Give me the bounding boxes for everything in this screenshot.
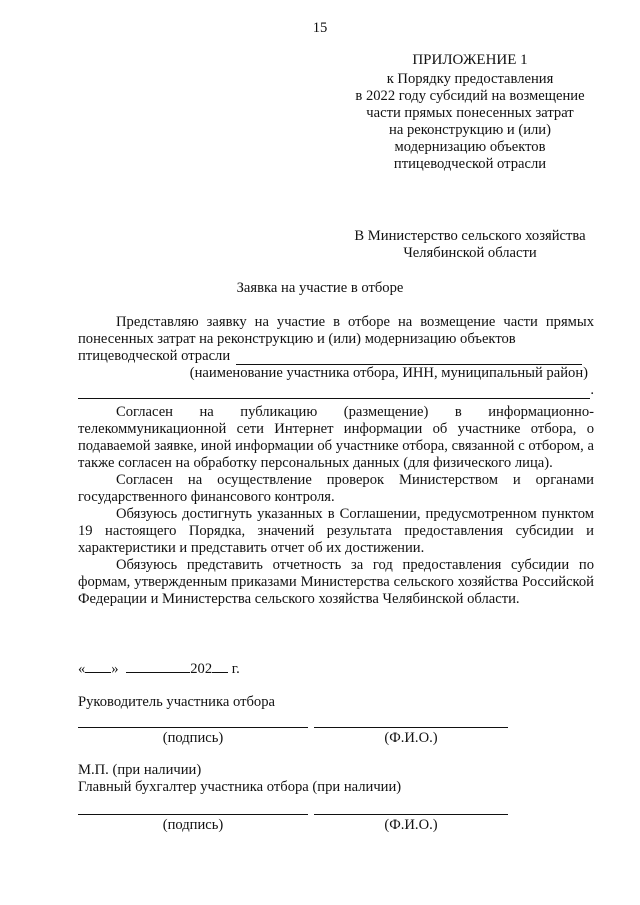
month-field[interactable] — [126, 660, 190, 673]
page-number: 15 — [312, 20, 328, 36]
addressee-block — [330, 228, 610, 262]
accountant-label: Главный бухгалтер участника отбора (при наличии) — [78, 779, 402, 795]
appendix-line: модернизацию объектов — [394, 139, 546, 155]
year-suffix: г. — [231, 661, 240, 677]
appendix-line: птицеводческой отрасли — [393, 156, 547, 172]
head-name-caption: (Ф.И.О.) — [384, 730, 438, 746]
day-field[interactable] — [85, 660, 111, 673]
document-title: Заявка на участие в отборе — [236, 280, 404, 296]
head-signature-field[interactable] — [78, 723, 308, 728]
paragraph-result-obligation: Обязуюсь достигнуть указанных в Соглашении, предусмотренном пунктом 19 настоящего Порядка, значений результата предоставления субсидии и характеристики и представить отчет об их достижении. — [78, 506, 594, 556]
paragraph-inspection-consent: Согласен на осуществление проверок Министерством и органами государственного финансового контроля. — [78, 472, 594, 505]
date-line — [78, 660, 240, 678]
head-signature-caption: (подпись) — [162, 730, 224, 746]
intro-fill-row — [78, 348, 594, 365]
head-signature-lines — [78, 723, 508, 728]
date-close-quote: » — [111, 661, 119, 677]
accountant-signature-field[interactable] — [78, 810, 308, 815]
intro-text-tail: птицеводческой отрасли — [78, 348, 231, 364]
intro-text: Представляю заявку на участие в отборе на возмещение части прямых понесенных затрат на реконструкцию и (или) модернизацию объектов — [78, 314, 594, 347]
intro-block — [78, 314, 594, 399]
appendix-line: к Порядку предоставления — [386, 71, 554, 87]
accountant-signature-lines — [78, 810, 508, 815]
participant-name-field[interactable] — [236, 350, 582, 365]
appendix-header — [330, 52, 610, 173]
stamp-label: М.П. (при наличии) — [78, 762, 202, 778]
paragraph-publication-consent: Согласен на публикацию (размещение) в информационно-телекоммуникационной сети Интернет информации об участнике отбора, о подаваемой заявке, иной информации об участнике отбора, связанной с отбором, а также согласен на обработку персональных данных (для физического лица). — [78, 404, 594, 471]
appendix-line: на реконструкцию и (или) — [389, 122, 551, 138]
head-signature-captions — [78, 730, 508, 747]
accountant-signature-captions — [78, 817, 508, 834]
paragraph-reporting-obligation: Обязуюсь представить отчетность за год предоставления субсидии по формам, утвержденным приказами Министерства сельского хозяйства Российской Федерации и Министерства сельского хозяйства Челябинской области. — [78, 557, 594, 607]
accountant-name-caption: (Ф.И.О.) — [384, 817, 438, 833]
year-field[interactable] — [212, 660, 228, 673]
intro-fill-row-2 — [78, 382, 594, 399]
appendix-line: части прямых понесенных затрат — [366, 105, 574, 121]
accountant-signature-caption: (подпись) — [162, 817, 224, 833]
year-prefix: 202 — [190, 661, 213, 677]
head-name-field[interactable] — [314, 723, 508, 728]
consent-block — [78, 404, 594, 608]
accountant-signature-block — [78, 762, 508, 834]
accountant-name-field[interactable] — [314, 810, 508, 815]
appendix-title: ПРИЛОЖЕНИЕ 1 — [412, 52, 528, 68]
head-label: Руководитель участника отбора — [78, 694, 275, 710]
participant-name-field-2[interactable] — [78, 388, 590, 399]
participant-name-hint: (наименование участника отбора, ИНН, муниципальный район) — [189, 365, 588, 381]
intro-paragraph — [78, 314, 594, 348]
period-mark: . — [590, 382, 594, 398]
appendix-line: в 2022 году субсидий на возмещение — [355, 88, 585, 104]
addressee-line: В Министерство сельского хозяйства — [354, 228, 586, 244]
addressee-line: Челябинской области — [403, 245, 537, 261]
head-signature-block — [78, 694, 508, 747]
date-open-quote: « — [78, 661, 86, 677]
